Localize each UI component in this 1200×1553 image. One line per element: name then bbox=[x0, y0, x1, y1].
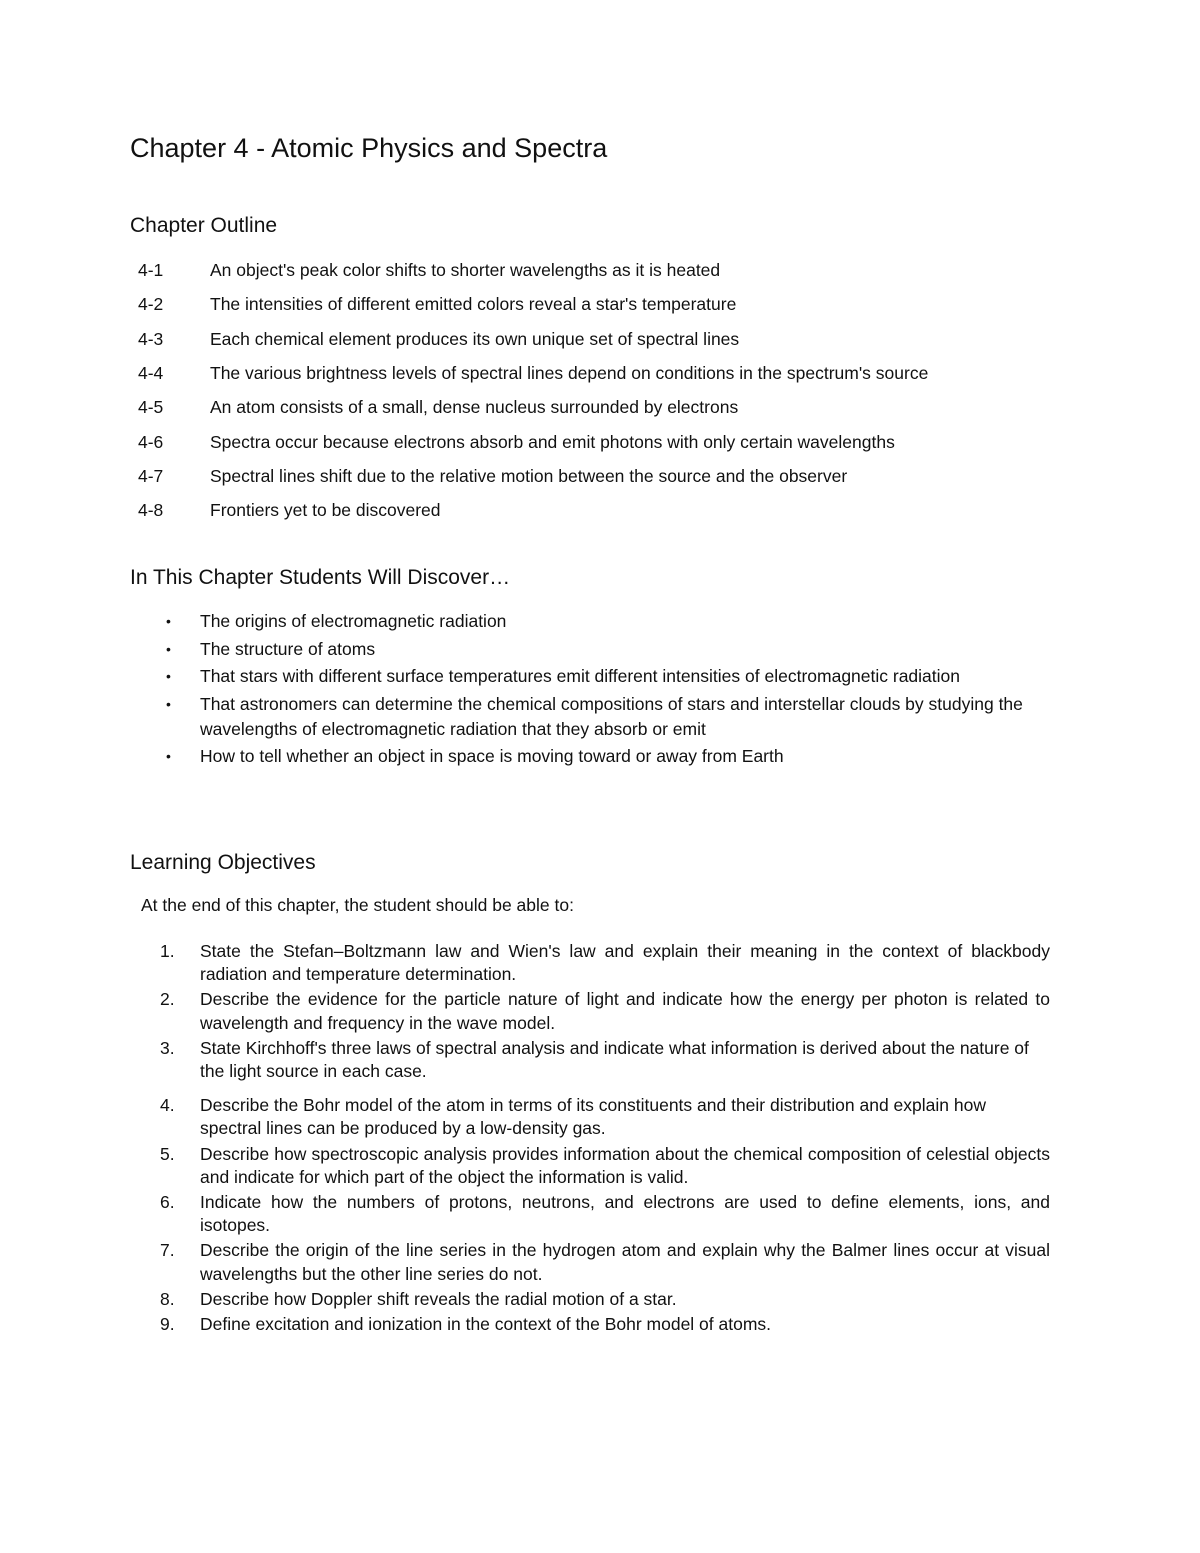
outline-item bbox=[138, 493, 1138, 527]
outline-item-number: 4-3 bbox=[138, 328, 164, 349]
discover-heading: In This Chapter Students Will Discover… bbox=[130, 566, 511, 589]
objective-item bbox=[160, 940, 1050, 986]
objective-number: 6. bbox=[160, 1192, 175, 1213]
objective-item bbox=[160, 1191, 1050, 1237]
outline-item-number: 4-5 bbox=[138, 397, 164, 418]
objectives-intro: At the end of this chapter, the student should be able to: bbox=[141, 895, 574, 915]
outline-item-text: An atom consists of a small, dense nucleus surrounded by electrons bbox=[210, 397, 739, 418]
objective-text: State Kirchhoff's three laws of spectral analysis and indicate what information is derived about the nature of the light source in each case. bbox=[200, 1037, 1029, 1082]
objective-item bbox=[160, 1239, 1050, 1285]
objective-item bbox=[160, 1288, 1050, 1311]
bullet-icon: • bbox=[166, 695, 171, 712]
objective-item bbox=[160, 988, 1050, 1034]
outline-item-number: 4-6 bbox=[138, 431, 164, 452]
list-item bbox=[166, 637, 1066, 662]
outline-item bbox=[138, 253, 1138, 287]
bullet-icon: • bbox=[166, 640, 171, 657]
outline-item-text: Spectral lines shift due to the relative motion between the source and the observer bbox=[210, 465, 848, 486]
learning-objectives-heading: Learning Objectives bbox=[130, 851, 316, 874]
objective-number: 1. bbox=[160, 941, 175, 961]
outline-item bbox=[138, 322, 1138, 356]
bullet-icon: • bbox=[166, 613, 171, 629]
outline-item-text: Frontiers yet to be discovered bbox=[210, 500, 441, 521]
list-item-text: The structure of atoms bbox=[200, 638, 376, 659]
outline-item bbox=[138, 459, 1138, 493]
list-item bbox=[166, 744, 1066, 769]
chapter-title: Chapter 4 - Atomic Physics and Spectra bbox=[130, 133, 608, 163]
objective-text: Describe the Bohr model of the atom in terms of its constituents and their distribution and explain how spectral lines can be produced by a low-density gas. bbox=[200, 1095, 986, 1139]
objective-number: 2. bbox=[160, 989, 175, 1010]
chapter-outline-list bbox=[138, 253, 1138, 527]
list-item-text: That stars with different surface temperatures emit different intensities of electromagnetic radiation bbox=[200, 666, 961, 686]
outline-item-number: 4-2 bbox=[138, 294, 164, 315]
outline-item-number: 4-1 bbox=[138, 260, 164, 281]
objective-text: Describe the origin of the line series in the hydrogen atom and explain why the Balmer lines occur at visual wavelengths but the other line series do not. bbox=[200, 1240, 1050, 1284]
learning-objectives-list bbox=[160, 940, 1050, 1338]
list-item bbox=[166, 692, 1066, 742]
list-item bbox=[166, 664, 1066, 689]
objective-number: 8. bbox=[160, 1288, 175, 1309]
objective-item bbox=[160, 1094, 1050, 1140]
objective-text: Describe the evidence for the particle nature of light and indicate how the energy per photon is related to wavelength and frequency in the wave model. bbox=[200, 989, 1050, 1033]
outline-item-text: Spectra occur because electrons absorb and emit photons with only certain wavelengths bbox=[210, 431, 895, 452]
outline-item bbox=[138, 390, 1138, 424]
outline-item-number: 4-8 bbox=[138, 500, 164, 521]
objective-item bbox=[160, 1313, 1050, 1336]
outline-item-number: 4-7 bbox=[138, 465, 164, 486]
outline-item bbox=[138, 356, 1138, 390]
objective-text: Describe how Doppler shift reveals the radial motion of a star. bbox=[200, 1288, 677, 1309]
objective-number: 9. bbox=[160, 1314, 175, 1335]
list-item bbox=[166, 609, 1066, 634]
outline-item-text: An object's peak color shifts to shorter wavelengths as it is heated bbox=[210, 260, 721, 281]
discover-list bbox=[166, 609, 1066, 772]
objective-text: Define excitation and ionization in the context of the Bohr model of atoms. bbox=[200, 1314, 772, 1335]
objective-item bbox=[160, 1143, 1050, 1189]
objective-number: 7. bbox=[160, 1240, 175, 1261]
objective-number: 3. bbox=[160, 1037, 175, 1058]
outline-item-text: The intensities of different emitted colors reveal a star's temperature bbox=[210, 294, 737, 315]
objective-item bbox=[160, 1037, 1050, 1083]
list-item-text: How to tell whether an object in space is moving toward or away from Earth bbox=[200, 746, 784, 766]
objective-text: State the Stefan–Boltzmann law and Wien's law and explain their meaning in the context of blackbody radiation and temperature determination. bbox=[200, 941, 1050, 985]
objective-text: Describe how spectroscopic analysis provides information about the chemical composition of celestial objects and indicate for which part of the object the information is valid. bbox=[200, 1143, 1050, 1187]
outline-item-text: Each chemical element produces its own unique set of spectral lines bbox=[210, 328, 740, 349]
outline-item-text: The various brightness levels of spectral lines depend on conditions in the spectrum's source bbox=[210, 363, 929, 384]
chapter-outline-heading: Chapter Outline bbox=[130, 214, 278, 237]
outline-item-number: 4-4 bbox=[138, 363, 164, 384]
outline-item bbox=[138, 424, 1138, 458]
list-item-text: That astronomers can determine the chemical compositions of stars and interstellar clouds by studying the wavelengths of electromagnetic radiation that they absorb or emit bbox=[200, 693, 1023, 739]
objective-number: 5. bbox=[160, 1143, 175, 1164]
objective-text: Indicate how the numbers of protons, neutrons, and electrons are used to define elements, ions, and isotopes. bbox=[200, 1192, 1050, 1236]
outline-item bbox=[138, 287, 1138, 321]
bullet-icon: • bbox=[166, 668, 171, 684]
bullet-icon: • bbox=[166, 748, 171, 764]
list-item-text: The origins of electromagnetic radiation bbox=[200, 611, 507, 631]
objective-number: 4. bbox=[160, 1095, 175, 1116]
